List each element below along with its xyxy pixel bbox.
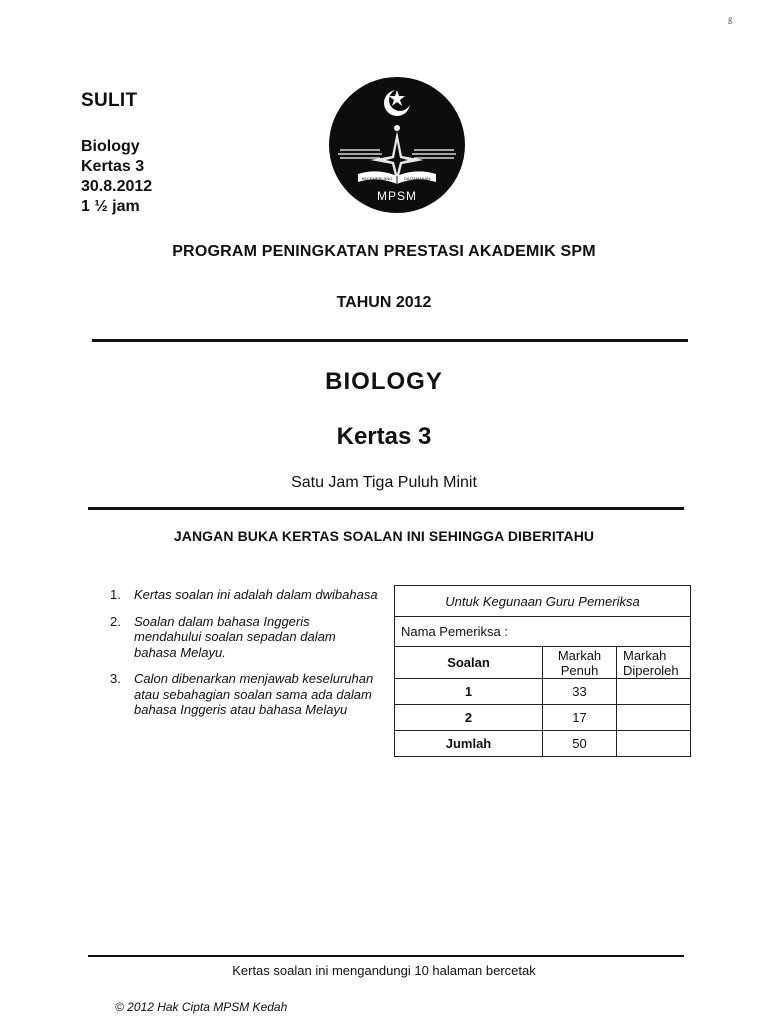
- table-total-row: [395, 731, 691, 757]
- program-title: PROGRAM PENINGKATAN PRESTASI AKADEMIK SPM: [172, 243, 596, 260]
- full-marks-value: 17: [543, 705, 617, 731]
- instruction-item: [110, 671, 380, 718]
- logo-motto-right: DIUTAMAKAN: [404, 176, 430, 181]
- instruction-text: Kertas soalan ini adalah dalam dwibahasa: [134, 587, 378, 602]
- duration-short-label: 1 ½ jam: [81, 198, 140, 215]
- instruction-item: [110, 587, 380, 603]
- logo-motto-left: KECEMERLANG: [361, 176, 393, 181]
- col-marks-obtained-header: Markah Diperoleh: [617, 647, 691, 679]
- instructions-list: [110, 587, 380, 729]
- instruction-item: [110, 614, 380, 661]
- marks-obtained-cell[interactable]: [617, 705, 691, 731]
- question-number: 2: [395, 705, 543, 731]
- instruction-number: 3.: [110, 671, 121, 686]
- divider-top: [92, 339, 688, 342]
- instruction-text: Soalan dalam bahasa Inggeris mendahului soalan sepadan dalam bahasa Melayu.: [134, 613, 336, 660]
- table-row: [395, 679, 691, 705]
- year-title: TAHUN 2012: [336, 294, 432, 311]
- col-full-marks-header: Markah Penuh: [543, 647, 617, 679]
- marks-obtained-cell[interactable]: [617, 679, 691, 705]
- total-full-marks: 50: [543, 731, 617, 757]
- instruction-number: 1.: [110, 587, 121, 602]
- paper-label: Kertas 3: [81, 158, 145, 175]
- classification-label: SULIT: [81, 90, 138, 111]
- duration-long: Satu Jam Tiga Puluh Minit: [291, 474, 477, 491]
- paper-title: Kertas 3: [336, 423, 432, 450]
- subject-title: BIOLOGY: [325, 368, 443, 395]
- question-number: 1: [395, 679, 543, 705]
- total-label: Jumlah: [395, 731, 543, 757]
- examiner-name-field[interactable]: Nama Pemeriksa :: [395, 617, 691, 647]
- table-header: Untuk Kegunaan Guru Pemeriksa: [395, 586, 691, 617]
- logo-name: MPSM: [377, 189, 417, 203]
- examiner-marks-table: [394, 585, 691, 757]
- exam-meta: [81, 137, 152, 217]
- corner-mark: ß: [728, 16, 733, 26]
- warning-notice: JANGAN BUKA KERTAS SOALAN INI SEHINGGA DIBERITAHU: [173, 528, 595, 544]
- page-count-note: Kertas soalan ini mengandungi 10 halaman bercetak: [232, 963, 536, 978]
- instruction-number: 2.: [110, 613, 121, 629]
- divider-bottom: [88, 955, 684, 957]
- instruction-text: Calon dibenarkan menjawab keseluruhan atau sebahagian soalan sama ada dalam bahasa Inggeris atau bahasa Melayu: [134, 671, 374, 717]
- date-label: 30.8.2012: [81, 178, 153, 195]
- divider-middle: [88, 507, 684, 510]
- full-marks-value: 33: [543, 679, 617, 705]
- total-marks-obtained-cell[interactable]: [617, 731, 691, 757]
- mpsm-logo: [328, 76, 466, 214]
- col-question-header: Soalan: [395, 647, 543, 679]
- table-row: [395, 705, 691, 731]
- subject-label: Biology: [81, 138, 140, 155]
- copyright-notice: © 2012 Hak Cipta MPSM Kedah: [115, 1000, 288, 1014]
